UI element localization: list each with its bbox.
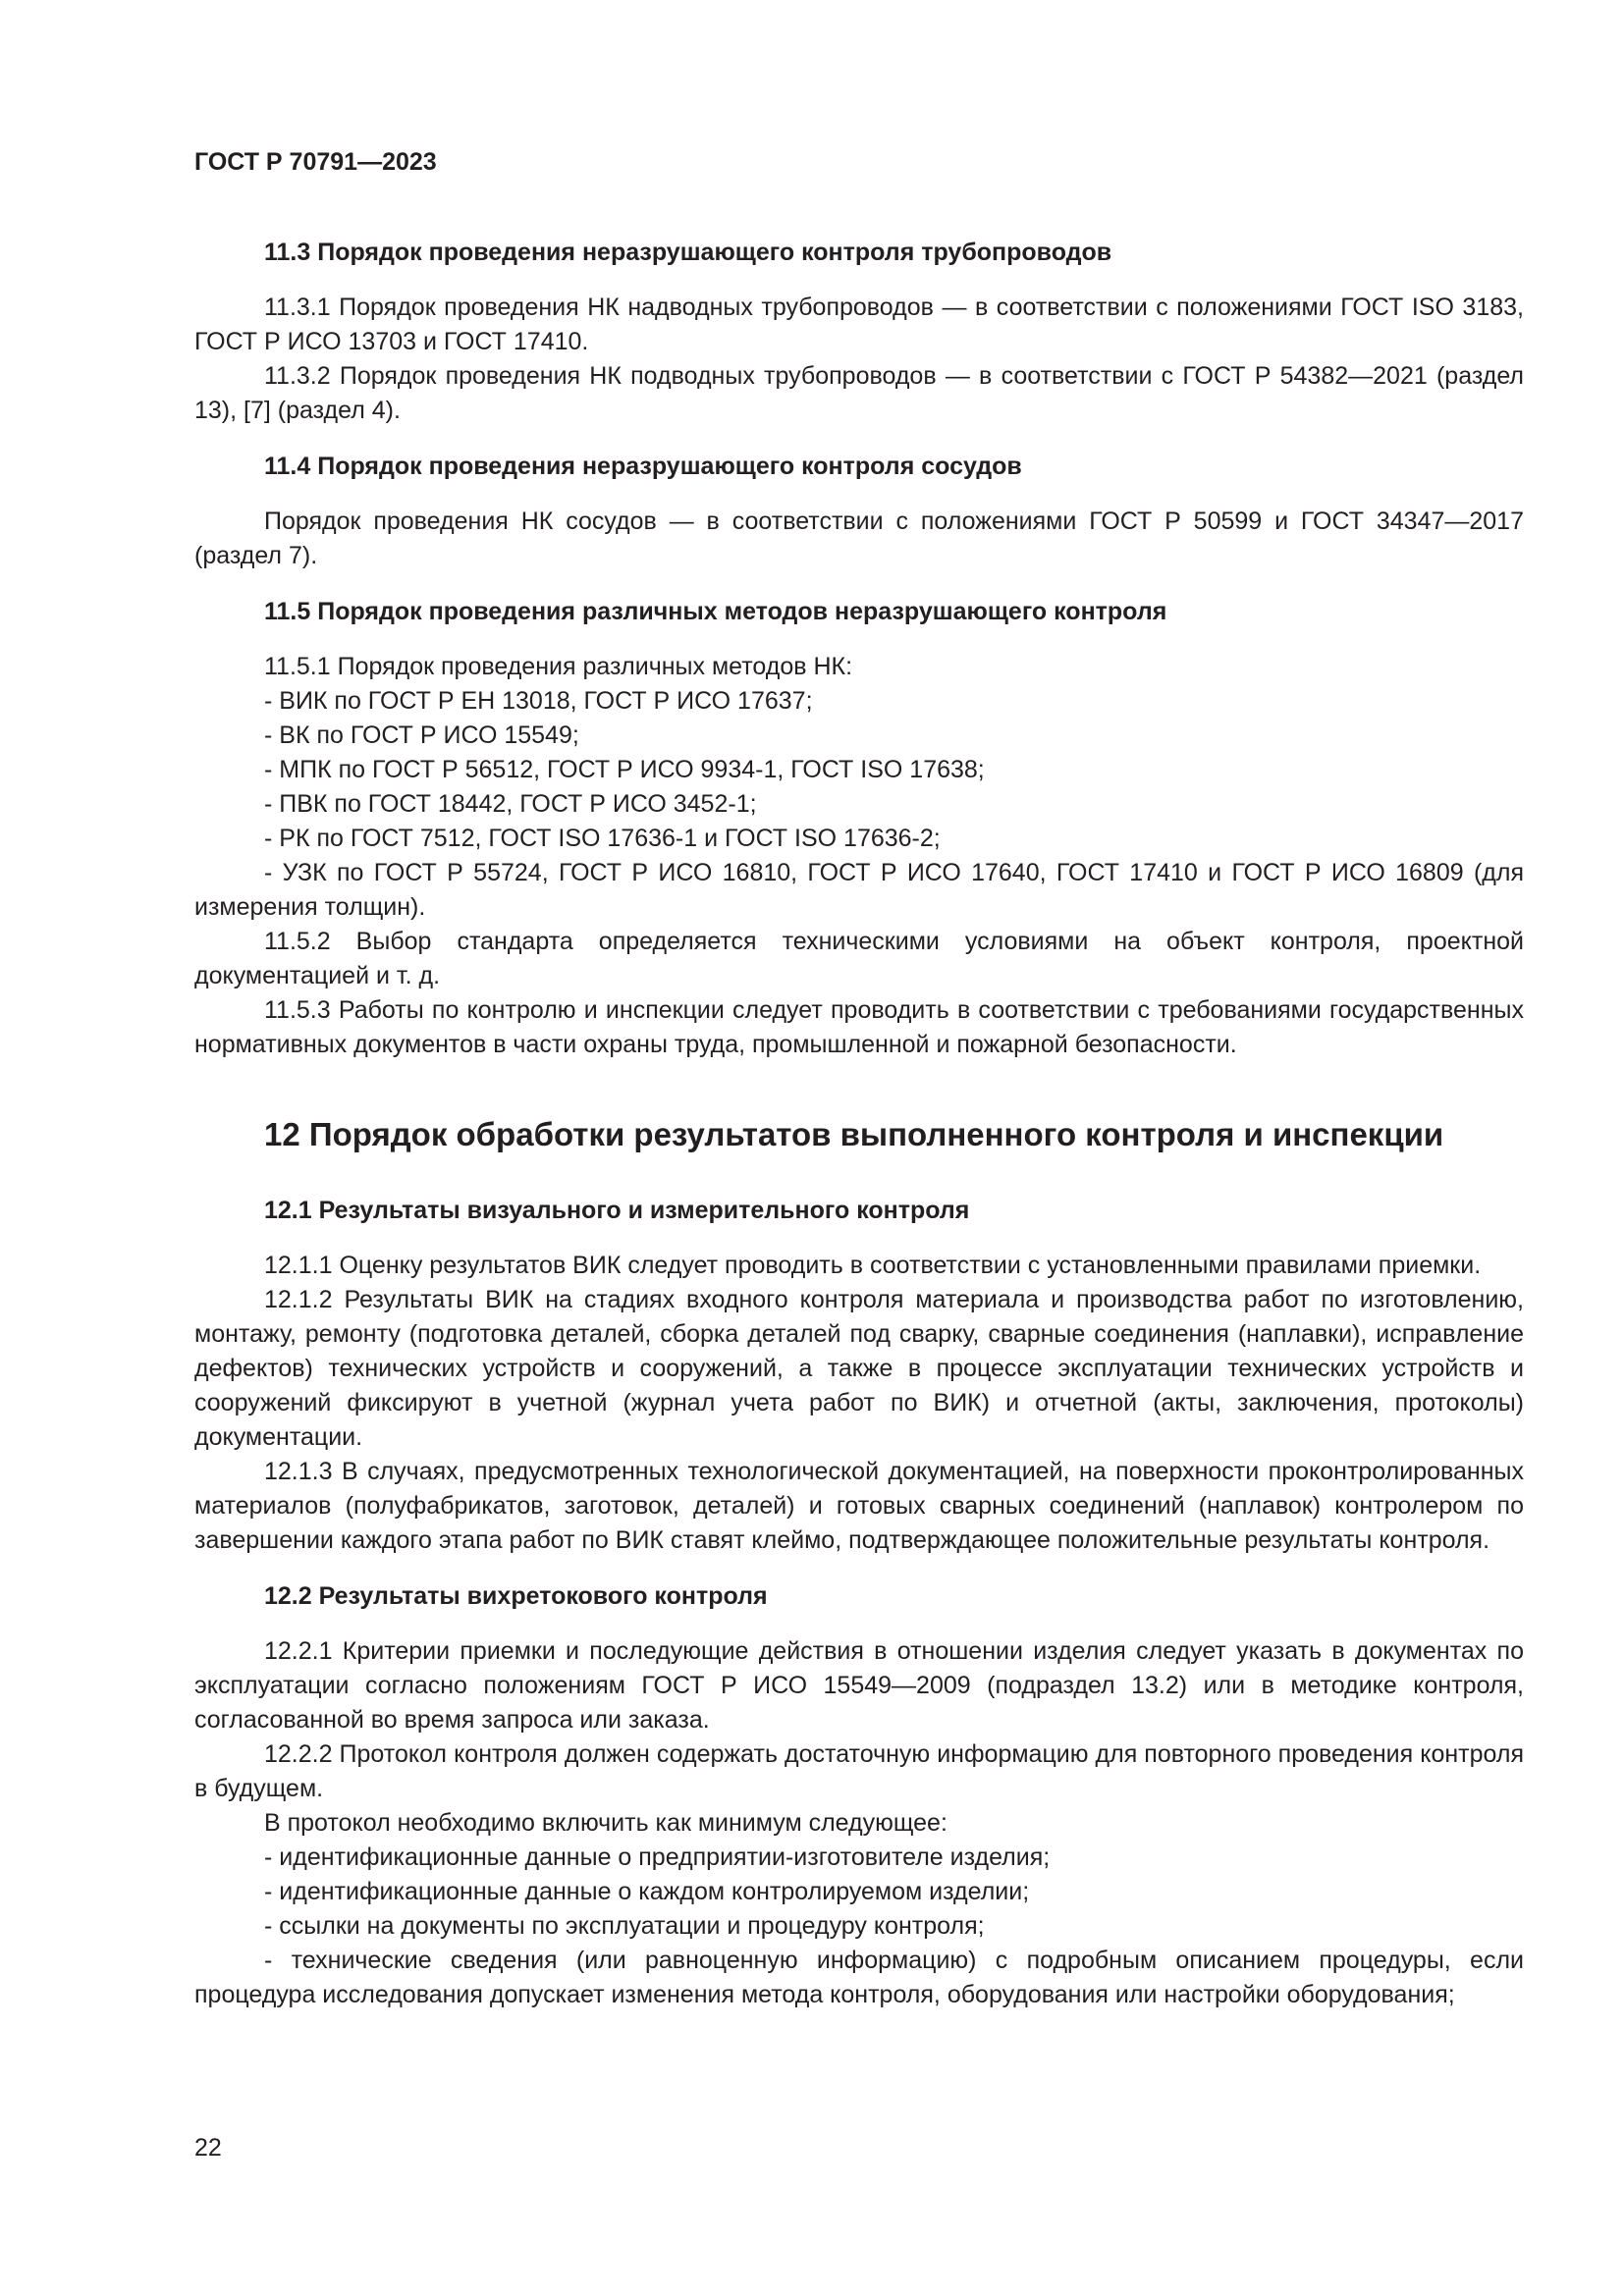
list-item: - ссылки на документы по эксплуатации и процедуру контроля;: [264, 1912, 985, 1940]
heading-12-1: 12.1 Результаты визуального и измерительного контроля: [264, 1197, 970, 1224]
paragraph: Порядок проведения НК сосудов — в соответствии с положениями ГОСТ Р 50599 и ГОСТ 34347—2017 (раздел 7).: [194, 507, 1524, 569]
paragraph: 11.5.3 Работы по контролю и инспекции следует проводить в соответствии с требованиями государственных нормативных документов в части охраны труда, промышленной и пожарной безопасности.: [194, 996, 1524, 1058]
page-number: 22: [194, 2134, 222, 2162]
paragraph: 11.3.1 Порядок проведения НК надводных трубопроводов — в соответствии с положениями ГОСТ ISO 3183, ГОСТ Р ИСО 13703 и ГОСТ 17410.: [194, 294, 1524, 355]
document-id-header: ГОСТ Р 70791—2023: [194, 148, 437, 176]
list-item: - технические сведения (или равноценную информацию) с подробным описанием процедуры, если процедура исследования допускает изменения метода контроля, оборудования или настройки оборудования;: [194, 1947, 1524, 2008]
paragraph: 11.5.2 Выбор стандарта определяется техническими условиями на объект контроля, проектной документацией и т. д.: [194, 928, 1524, 989]
list-item: - РК по ГОСТ 7512, ГОСТ ISO 17636-1 и ГОСТ ISO 17636-2;: [264, 825, 941, 852]
list-item: - ВК по ГОСТ Р ИСО 15549;: [264, 721, 579, 749]
paragraph: 12.1.2 Результаты ВИК на стадиях входного контроля материала и производства работ по изготовлению, монтажу, ремонту (подготовка деталей, сборка деталей под сварку, сварные соединения (наплавки), исправление дефектов) технических устройств и сооружений, а также в процессе эксплуатации технических устройств и сооружений фиксируют в учетной (журнал учета работ по ВИК) и отчетной (акты, заключения, протоколы) документации.: [194, 1286, 1524, 1451]
section-12-title: 12 Порядок обработки результатов выполненного контроля и инспекции: [264, 1116, 1444, 1152]
paragraph: 12.2.2 Протокол контроля должен содержать достаточную информацию для повторного проведения контроля в будущем.: [194, 1740, 1524, 1802]
paragraph: В протокол необходимо включить как минимум следующее:: [264, 1809, 947, 1837]
list-item: - УЗК по ГОСТ Р 55724, ГОСТ Р ИСО 16810, ГОСТ Р ИСО 17640, ГОСТ 17410 и ГОСТ Р ИСО 16809 (для измерения толщин).: [194, 859, 1524, 921]
list-item: - ПВК по ГОСТ 18442, ГОСТ Р ИСО 3452-1;: [264, 790, 757, 818]
paragraph: 12.1.1 Оценку результатов ВИК следует проводить в соответствии с установленными правилами приемки.: [264, 1252, 1482, 1279]
heading-11-3: 11.3 Порядок проведения неразрушающего контроля трубопроводов: [264, 239, 1112, 266]
paragraph: 11.3.2 Порядок проведения НК подводных трубопроводов — в соответствии с ГОСТ Р 54382—2021 (раздел 13), [7] (раздел 4).: [194, 362, 1524, 424]
paragraph: 12.1.3 В случаях, предусмотренных технологической документацией, на поверхности проконтролированных материалов (полуфабрикатов, заготовок, деталей) и готовых сварных соединений (наплавок) контролером по завершении каждого этапа работ по ВИК ставят клеймо, подтверждающее положительные результаты контроля.: [194, 1458, 1524, 1554]
list-item: - МПК по ГОСТ Р 56512, ГОСТ Р ИСО 9934-1, ГОСТ ISO 17638;: [264, 756, 985, 783]
paragraph: 11.5.1 Порядок проведения различных методов НК:: [264, 653, 853, 680]
paragraph: 12.2.1 Критерии приемки и последующие действия в отношении изделия следует указать в документах по эксплуатации согласно положениям ГОСТ Р ИСО 15549—2009 (подраздел 13.2) или в методике контроля, согласованной во время запроса или заказа.: [194, 1637, 1524, 1734]
list-item: - ВИК по ГОСТ Р ЕН 13018, ГОСТ Р ИСО 17637;: [264, 687, 813, 715]
document-page: [194, 147, 1524, 2012]
heading-12-2: 12.2 Результаты вихретокового контроля: [264, 1582, 768, 1610]
heading-11-4: 11.4 Порядок проведения неразрушающего контроля сосудов: [264, 453, 1022, 480]
list-item: - идентификационные данные о каждом контролируемом изделии;: [264, 1878, 1030, 1905]
list-item: - идентификационные данные о предприятии-изготовителе изделия;: [264, 1843, 1051, 1871]
heading-11-5: 11.5 Порядок проведения различных методов неразрушающего контроля: [264, 598, 1167, 625]
